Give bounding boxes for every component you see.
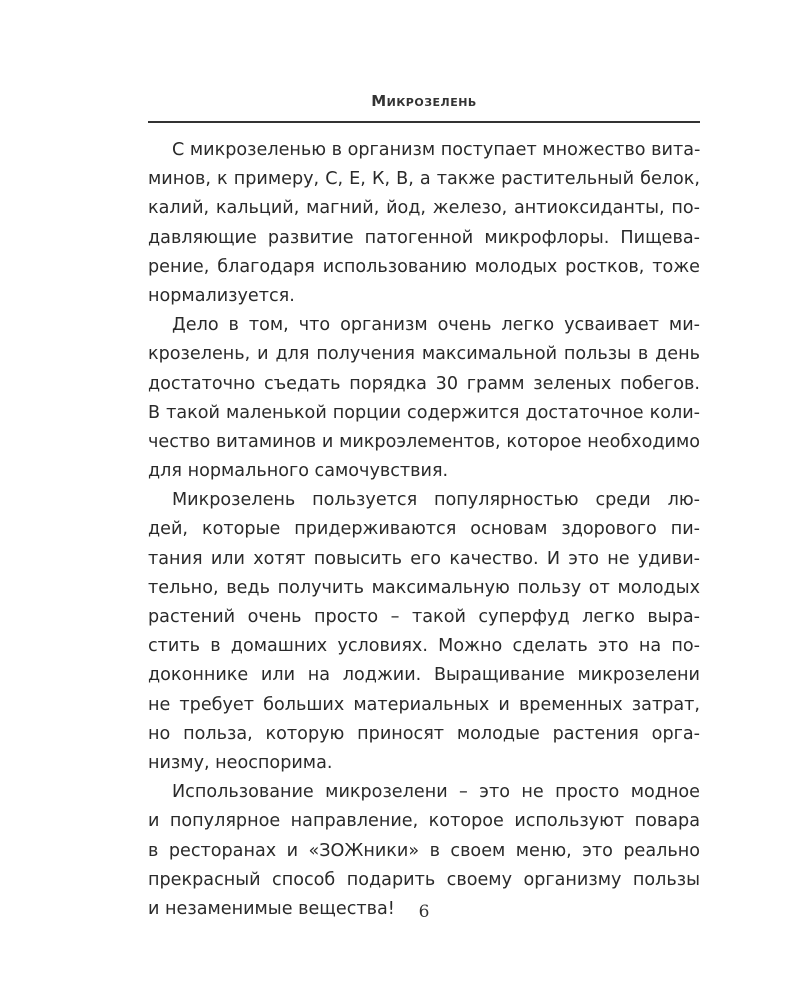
text-line: тельно, ведь получить максимальную пользу от молодых — [148, 577, 700, 598]
text-line: растений очень просто – такой суперфуд легко выра- — [148, 607, 700, 627]
text-line: дей, которые придерживаются основам здорового пи- — [148, 519, 700, 540]
text-line: чество витаминов и микроэлементов, которое необходимо — [148, 431, 700, 452]
header-rule — [148, 121, 700, 123]
text-line: рение, благодаря использованию молодых ростков, тоже — [148, 256, 700, 277]
text-line: низму, неоспорима. — [148, 752, 333, 773]
page-number: 6 — [418, 902, 430, 922]
text-line: крозелень, и для получения максимальной пользы в день — [148, 344, 700, 365]
text-line: Микрозелень пользуется популярностью среди лю- — [172, 490, 700, 511]
paragraph — [148, 311, 700, 486]
text-line: доконнике или на лоджии. Выращивание микрозелени — [148, 665, 700, 686]
text-line: в ресторанах и «ЗОЖники» в своем меню, это реально — [148, 840, 700, 861]
text-line: минов, к примеру, С, Е, К, В, а также растительный белок, — [148, 169, 700, 190]
paragraph — [148, 486, 700, 778]
text-line: для нормального самочувствия. — [148, 461, 449, 482]
text-line: но польза, которую приносят молодые растения орга- — [148, 723, 700, 744]
text-line: В такой маленькой порции содержится достаточное коли- — [148, 402, 700, 423]
text-line: С микрозеленью в организм поступает множество вита- — [172, 140, 701, 160]
running-head: Микрозелень — [371, 92, 477, 110]
text-line: давляющие развитие патогенной микрофлоры. Пищева- — [148, 227, 700, 248]
paragraph — [148, 136, 700, 311]
text-line: прекрасный способ подарить своему организму пользы — [148, 869, 700, 890]
text-line: нормализуется. — [148, 285, 295, 306]
text-line: Дело в том, что организм очень легко усваивает ми- — [172, 315, 700, 336]
text-line: и популярное направление, которое используют повара — [148, 811, 700, 832]
text-line: стить в домашних условиях. Можно сделать это на по- — [148, 636, 700, 657]
text-line: не требует больших материальных и временных затрат, — [148, 694, 700, 715]
body-text — [148, 136, 700, 924]
text-line: Использование микрозелени – это не просто модное — [172, 782, 700, 803]
text-line: достаточно съедать порядка 30 грамм зеленых побегов. — [148, 373, 700, 394]
text-line: и незаменимые вещества! — [148, 898, 395, 919]
text-line: тания или хотят повысить его качество. И это не удиви- — [148, 548, 700, 569]
text-line: калий, кальций, магний, йод, железо, антиоксиданты, по- — [148, 198, 700, 219]
